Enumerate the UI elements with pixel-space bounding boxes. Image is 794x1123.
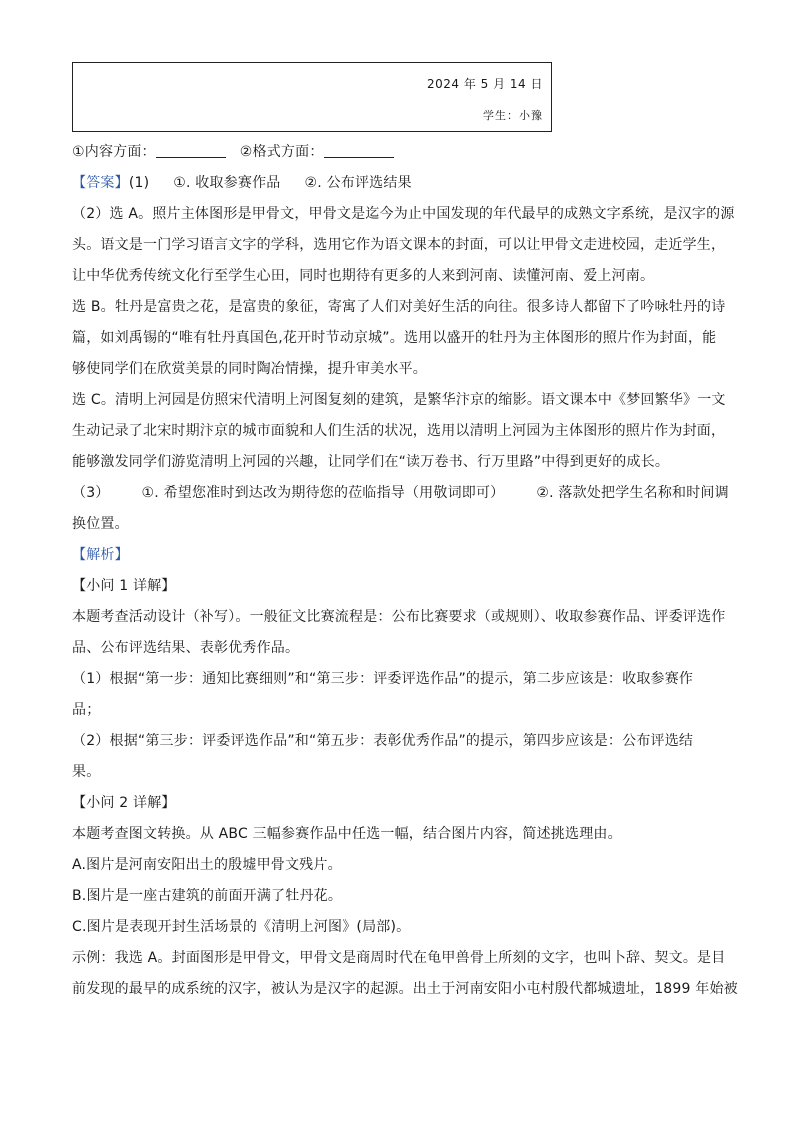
fill-in-line <box>72 142 408 162</box>
text-line: 本题考查图文转换。从 ABC 三幅参赛作品中任选一幅，结合图片内容，简述挑选理由。 <box>72 826 622 842</box>
format-aspect-label: ②格式方面： <box>239 144 324 160</box>
content-aspect-blank <box>156 143 226 158</box>
content-aspect-label: ①内容方面： <box>72 144 156 160</box>
text-line: 果。 <box>72 764 101 780</box>
subquestion-heading: 【小问 1 详解】 <box>72 578 176 594</box>
analysis-tag: 【解析】 <box>72 547 129 563</box>
text-line: 本题考查活动设计（补写）。一般征文比赛流程是：公布比赛要求（或规则）、收取参赛作品、评委评选作 <box>72 609 726 625</box>
text-line: 示例：我选 A。封面图形是甲骨文，甲骨文是商周时代在龟甲兽骨上所刻的文字，也叫卜辞、契文。是目 <box>72 950 726 966</box>
answer-part3-line <box>72 483 729 503</box>
text-line: 能够激发同学们游览清明上河园的兴趣，让同学们在“读万卷书、行万里路”中得到更好的成长。 <box>72 454 670 470</box>
answer-part1-b: ②. 公布评选结果 <box>304 175 412 191</box>
answer-part1-num: (1) <box>128 175 150 191</box>
text-line: （1）根据“第一步：通知比赛细则”和“第三步：评委评选作品”的提示，第二步应该是：收取参赛作 <box>72 671 694 687</box>
text-line: 够使同学们在欣赏美景的同时陶冶情操，提升审美水平。 <box>72 361 427 377</box>
text-line: 选 B。牡丹是富贵之花，是富贵的象征，寄寓了人们对美好生活的向往。很多诗人都留下了吟咏牡丹的诗 <box>72 299 726 315</box>
answer-part3-num: （3） <box>72 485 110 501</box>
subquestion-heading: 【小问 2 详解】 <box>72 795 176 811</box>
letter-box <box>72 62 552 132</box>
text-line: （2）根据“第三步：评委评选作品”和“第五步：表彰优秀作品”的提示，第四步应该是：公布评选结 <box>72 733 694 749</box>
text-line: C.图片是表现开封生活场景的《清明上河图》(局部)。 <box>72 919 411 935</box>
text-line: 换位置。 <box>72 516 129 532</box>
text-line: 让中华优秀传统文化行至学生心田，同时也期待有更多的人来到河南、读懂河南、爱上河南。 <box>72 268 655 284</box>
text-line: 生动记录了北宋时期汴京的城市面貌和人们生活的状况，选用以清明上河园为主体图形的照片作为封面， <box>72 423 726 439</box>
answer-line <box>72 173 412 193</box>
letter-date: 2024 年 5 月 14 日 <box>426 77 543 91</box>
text-line: （2）选 A。照片主体图形是甲骨文，甲骨文是迄今为止中国发现的年代最早的成熟文字系统，是汉字的源 <box>72 206 735 222</box>
text-line: 品、公布评选结果、表彰优秀作品。 <box>72 640 300 656</box>
text-line: 选 C。清明上河园是仿照宋代清明上河图复刻的建筑，是繁华汴京的缩影。语文课本中《梦回繁华》一文 <box>72 392 726 408</box>
text-line: 前发现的最早的成系统的汉字，被认为是汉字的起源。出土于河南安阳小屯村殷代都城遗址，1899 年始被 <box>72 981 738 997</box>
answer-part1-a: ①. 收取参赛作品 <box>173 175 281 191</box>
letter-signature: 学生：小豫 <box>483 109 543 122</box>
answer-part3-a: ①. 希望您准时到达改为期待您的莅临指导（用敬词即可） <box>141 485 505 501</box>
text-line: 头。语文是一门学习语言文字的学科，选用它作为语文课本的封面，可以让甲骨文走进校园，走近学生， <box>72 237 726 253</box>
text-line: B.图片是一座古建筑的前面开满了牡丹花。 <box>72 888 343 904</box>
text-line: A.图片是河南安阳出土的殷墟甲骨文残片。 <box>72 857 342 873</box>
format-aspect-blank <box>324 143 394 158</box>
text-line: 品； <box>72 702 101 718</box>
answer-tag: 【答案】 <box>72 175 129 191</box>
answer-part3-b: ②. 落款处把学生名称和时间调 <box>536 485 729 501</box>
text-line: 篇，如刘禹锡的“唯有牡丹真国色,花开时节动京城”。选用以盛开的牡丹为主体图形的照片作为封面，能 <box>72 330 717 346</box>
